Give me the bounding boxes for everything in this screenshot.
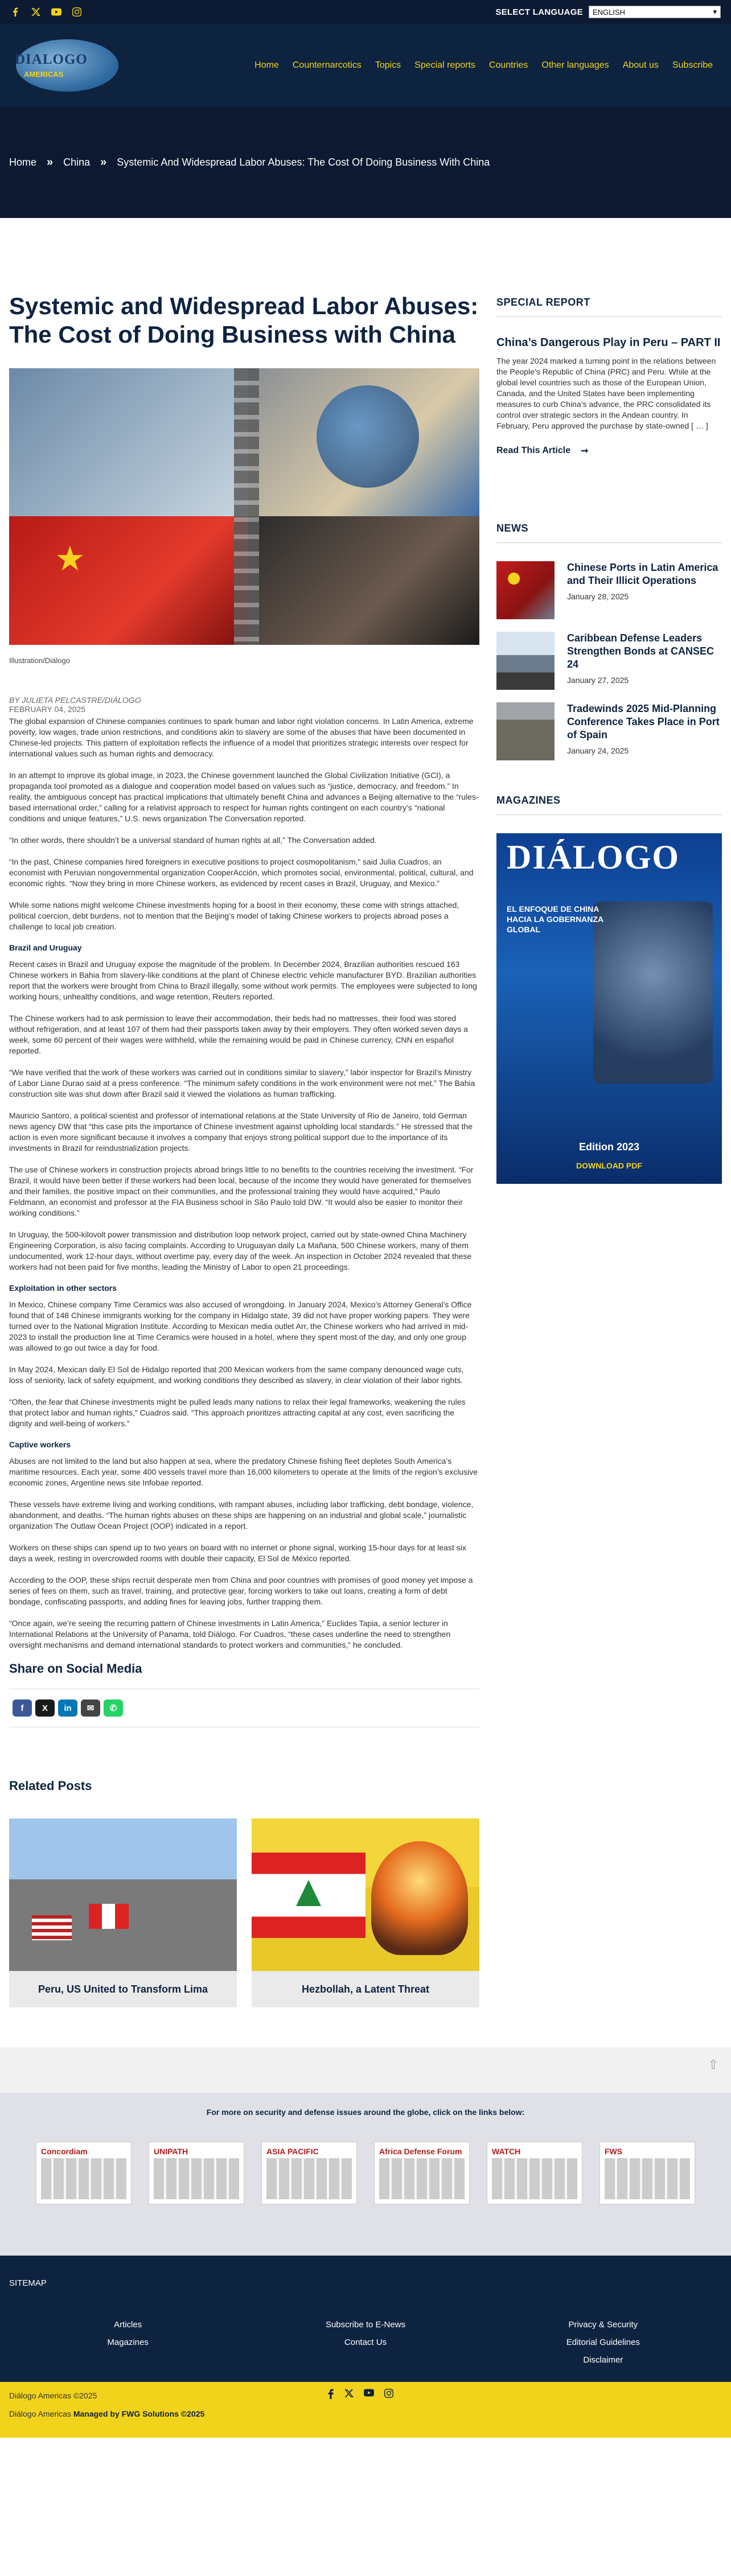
cedar-icon <box>296 1880 321 1906</box>
partner-links <box>0 2093 731 2256</box>
chevron-down-icon: ▾ <box>713 7 717 16</box>
related-post[interactable] <box>252 1818 479 2007</box>
facebook-icon[interactable] <box>327 2389 334 2402</box>
copyright: Diálogo Americas ©2025 <box>9 2391 97 2400</box>
nav-item-subscribe[interactable]: Subscribe <box>672 60 713 70</box>
related-posts-title: Related Posts <box>9 1779 92 1793</box>
breadcrumb-section[interactable]: China <box>63 156 91 168</box>
nav-item-counternarcotics[interactable]: Counternarcotics <box>292 60 362 70</box>
nav-item-countries[interactable]: Countries <box>488 60 528 70</box>
download-pdf-link[interactable]: DOWNLOAD PDF <box>576 1161 642 1170</box>
sitemap-column <box>247 2320 484 2365</box>
main-content <box>0 218 731 2007</box>
hero-workers-panel <box>9 368 248 516</box>
bottom-social-links <box>327 2389 393 2402</box>
breadcrumb-home[interactable]: Home <box>9 156 37 168</box>
section-heading: Brazil and Uruguay <box>9 943 82 952</box>
hero-image <box>9 368 479 645</box>
magazine-cover-subtitle: EL ENFOQUE DE CHINA HACIA LA GOBERNANZA GLOBAL <box>507 904 603 934</box>
bottom-bar <box>0 2382 731 2438</box>
paragraph: “Often, the fear that Chinese investments might be pulled leads many nations to relax their legal frameworks, weakening the rules that protect labor and human rights,” Cuadros said. “This approach prioritizes attracting capital at any cost, even sacrificing the dignity and well-being of workers.” <box>9 1397 466 1428</box>
news-date: January 24, 2025 <box>567 746 629 755</box>
image-caption: Illustration/Diálogo <box>9 656 70 665</box>
managed-by <box>9 2409 722 2418</box>
news-title[interactable]: Chinese Ports in Latin America and Their Illicit Operations <box>567 562 718 586</box>
sitemap-link-subscribe[interactable]: Subscribe to E-News <box>325 2320 406 2330</box>
sitemap-column <box>9 2320 247 2365</box>
logo-name: DIALOGO <box>15 51 88 67</box>
sitemap-heading: SITEMAP <box>9 2278 47 2288</box>
paragraph: Workers on these ships can spend up to two years on board with no internet or phone signal, working 15-hour days for at least six days a week, resting in overcrowded rooms with double their capacity, El Sol de México reported. <box>9 1543 466 1563</box>
partner-thumbnail <box>492 2158 577 2199</box>
nav-item-about-us[interactable]: About us <box>622 60 659 70</box>
email-icon[interactable] <box>81 1699 100 1717</box>
paragraph: According to the OOP, these ships recruit desperate men from China and poor countries with promises of good money yet impose a series of fees on them, such as travel, training, and protective gear, forcing workers to take out loans, creating a form of debt bondage, confiscating passports, and adding fines for leaving jobs, further trapping them. <box>9 1575 473 1606</box>
news-title[interactable]: Caribbean Defense Leaders Strengthen Bonds at CANSEC 24 <box>567 632 714 670</box>
partner-link[interactable] <box>149 2142 244 2204</box>
share-title: Share on Social Media <box>9 1661 142 1676</box>
site-header <box>0 24 731 106</box>
sitemap-link-articles[interactable]: Articles <box>114 2320 142 2330</box>
share-buttons <box>9 1689 479 1727</box>
related-post[interactable] <box>9 1818 237 2007</box>
nav-item-home[interactable]: Home <box>254 60 279 70</box>
logo-subtitle: AMERICAS <box>24 69 64 79</box>
main-nav <box>254 60 713 71</box>
youtube-icon[interactable] <box>364 2389 374 2402</box>
paragraph: In May 2024, Mexican daily El Sol de Hidalgo reported that 200 Mexican workers from the same company denounced wage cuts, loss of seniority, lack of safety equipment, and working conditions they described as slavery, in clear violation of their labor rights. <box>9 1365 464 1385</box>
sitemap-link-editorial[interactable]: Editorial Guidelines <box>566 2338 640 2347</box>
partner-name: Africa Defense Forum <box>379 2147 462 2156</box>
article-title: Systemic and Widespread Labor Abuses: The Cost of Doing Business with China <box>9 293 479 348</box>
magazine-cover[interactable] <box>496 833 722 1184</box>
paragraph: In an attempt to improve its global image, in 2023, the Chinese government launched the Global Civilization Initiative (GCI), a propaganda tool promoted as a dialogue and cooperation model based on values such as “justice, democracy, and freedom.” In reality, the ambiguous concept has practical implications that ultimately benefit China and advances a Beijing alternative to the “rules-based international order,” calling for a relativist approach to respect for human rights contingent on each country’s “national conditions and unique features,” U.S. news organization The Conversation reported. <box>9 771 479 823</box>
paragraph: “In other words, there shouldn’t be a universal standard of human rights at all,” The Conversation added. <box>9 836 377 845</box>
instagram-icon[interactable] <box>384 2389 393 2402</box>
partner-list <box>0 2142 731 2204</box>
language-selector <box>495 6 721 18</box>
breadcrumb-current: Systemic And Widespread Labor Abuses: The Cost Of Doing Business With China <box>117 156 490 168</box>
star-icon: ★ <box>55 540 85 578</box>
sidebar <box>496 218 722 2007</box>
whatsapp-icon[interactable] <box>104 1699 123 1717</box>
news-heading: NEWS <box>496 522 722 543</box>
paragraph: “We have verified that the work of these workers was carried out in conditions similar to slavery,” labor inspector for Brazil’s Ministry of Labor Liane Durao said at a press conference. “The minimum safety conditions in the work environment were not met.” The Bahia construction site was shut down after Brazil said it viewed the violations as human trafficking. <box>9 1068 475 1098</box>
special-report-excerpt: The year 2024 marked a turning point in the relations between the People’s Republic of China (PRC) and Peru. While at the global level countries such as those of the European Union, Canada, and the United States have been implementing measures to curb China’s advance, the PRC consolidated its control over strategic sectors in the Andean country. In February, Peru approved the purchase by state-owned [ … ] <box>496 356 716 430</box>
section-heading: Exploitation in other sectors <box>9 1283 117 1293</box>
magazine-edition: Edition 2023 <box>578 1141 640 1153</box>
special-report-title[interactable]: China’s Dangerous Play in Peru – PART II <box>496 336 721 349</box>
x-icon[interactable] <box>31 7 41 17</box>
managed-by-site: Diálogo Americas <box>9 2409 71 2418</box>
sitemap-link-magazines[interactable]: Magazines <box>107 2338 149 2347</box>
news-title[interactable]: Tradewinds 2025 Mid-Planning Conference Takes Place in Port of Spain <box>567 703 720 740</box>
linkedin-icon[interactable] <box>58 1699 77 1717</box>
news-item[interactable] <box>496 632 722 690</box>
paragraph: “In the past, Chinese companies hired foreigners in executive positions to project cosmopolitanism,” said Julia Cuadros, an economist with Peruvian nongovernmental organization CooperAcción, which promotes social, environmental, political, cultural, and economic rights. “Now they bring in more Chinese workers, as evidenced by recent cases in Brazil, Uruguay, and Mexico.” <box>9 857 474 888</box>
news-date: January 28, 2025 <box>567 592 629 601</box>
hero-china-flag-panel <box>9 516 248 645</box>
related-post-title[interactable]: Peru, US United to Transform Lima <box>9 1971 237 2007</box>
sitemap-columns <box>9 2320 722 2365</box>
footer-spacer <box>0 2047 731 2093</box>
arrow-right-icon: ➞ <box>581 446 589 456</box>
partner-links-text: For more on security and defense issues around the globe, click on the links below: <box>206 2108 525 2117</box>
nav-item-special-reports[interactable]: Special reports <box>414 60 475 70</box>
paragraph: In Mexico, Chinese company Time Ceramics was also accused of wrongdoing. In January 2024, Mexico’s Attorney General’s Office found that of 148 Chinese immigrants working for the company in Hidalgo state, 39 did not have proper working papers. They were turned over to the National Migration Institute. According to Mexican media outlet Arr, the Chinese workers who had arrived in mid-2023 to install the production line at Time Ceramics were housed in a hotel, where they spent most of the day, and only one group was allowed to go out twice a day for food. <box>9 1300 472 1352</box>
globe-icon <box>317 385 419 488</box>
nav-item-topics[interactable]: Topics <box>375 60 401 70</box>
paragraph: The global expansion of Chinese companies continues to spark human and labor right violation concerns. In Latin America, extreme poverty, low wages, trade union restrictions, and conditions akin to slavery are some of the abuses that have been documented in Chinese-led projects. This pattern of exploitation reflects the influence of a model that prioritizes strategic interests over respect for international values such as human rights and democracy. <box>9 717 474 758</box>
related-post-image[interactable] <box>252 1818 479 1971</box>
double-chevron-right-icon: » <box>100 155 107 168</box>
breadcrumb <box>0 106 731 218</box>
partner-link[interactable] <box>261 2142 357 2204</box>
related-post-title[interactable]: Hezbollah, a Latent Threat <box>252 1971 479 2007</box>
partner-name: ASIA PACIFIC <box>266 2147 319 2156</box>
x-icon[interactable] <box>344 2389 354 2402</box>
sitemap <box>0 2256 731 2382</box>
partner-name: WATCH <box>492 2147 521 2156</box>
news-item[interactable] <box>496 702 722 760</box>
news-item[interactable] <box>496 561 722 619</box>
special-report-heading: SPECIAL REPORT <box>496 297 722 317</box>
partner-name: Concordiam <box>41 2147 88 2156</box>
share-email-label: ✉ <box>87 1703 95 1713</box>
read-article-label: Read This Article <box>496 446 571 455</box>
facebook-icon[interactable] <box>13 1699 32 1717</box>
managed-by-company[interactable]: Managed by FWG Solutions ©2025 <box>73 2409 205 2418</box>
hero-chained-hands-panel <box>248 516 479 645</box>
facebook-icon[interactable] <box>10 7 20 17</box>
site-logo[interactable] <box>13 37 115 94</box>
double-chevron-right-icon: » <box>47 155 54 168</box>
sitemap-column <box>484 2320 722 2365</box>
partner-thumbnail <box>605 2158 690 2199</box>
padlock-icon <box>593 902 713 1084</box>
peru-flag-icon <box>89 1904 129 1929</box>
top-bar <box>0 0 731 24</box>
share-facebook-label: f <box>20 1703 24 1713</box>
magazine-cover-title: DIÁLOGO <box>507 838 680 876</box>
paragraph: Recent cases in Brazil and Uruguay expose the magnitude of the problem. In December 2024, Brazilian authorities rescued 163 Chinese workers in Bahia from slavery-like conditions at the plant of Chinese electric vehicle manufacturer BYD. Brazilian authorities report that the workers were brought from China to Brazil illegally, some without work permits. The employees were subjected to long working hours, unhealthy conditions, and wage retention, Reuters reported. <box>9 960 477 1001</box>
partner-name: FWS <box>605 2147 623 2156</box>
news-thumbnail[interactable] <box>496 632 555 690</box>
news-thumbnail[interactable] <box>496 702 555 760</box>
partner-thumbnail <box>379 2158 465 2199</box>
article <box>9 218 479 2007</box>
read-article-link[interactable] <box>496 445 722 456</box>
article-date: FEBRUARY 04, 2025 <box>9 705 86 714</box>
sitemap-link-privacy[interactable]: Privacy & Security <box>568 2320 638 2330</box>
section-heading: Captive workers <box>9 1440 71 1449</box>
back-to-top-icon[interactable]: ⇧ <box>708 2057 718 2072</box>
news-thumbnail[interactable] <box>496 561 555 619</box>
language-value: ENGLISH <box>593 7 626 17</box>
article-body <box>9 716 479 1651</box>
magazines-heading: MAGAZINES <box>496 795 722 815</box>
x-icon[interactable] <box>35 1699 55 1717</box>
language-dropdown[interactable] <box>589 6 721 18</box>
related-posts <box>9 1818 479 2007</box>
partner-thumbnail <box>41 2158 126 2199</box>
partner-link[interactable] <box>487 2142 582 2204</box>
sitemap-link-disclaimer[interactable]: Disclaimer <box>583 2355 623 2365</box>
share-linkedin-label: in <box>64 1703 72 1713</box>
paragraph: The Chinese workers had to ask permission to leave their accommodation, their beds had no mattresses, their food was stored without refrigeration, and at least 107 of them had their passports taken away by their employers. They often worked seven days a week, some 60 percent of their wages were withheld, while the remaining would be paid in Chinese currency, CNN en español reported. <box>9 1014 468 1055</box>
share-whatsapp-label: ✆ <box>109 1703 117 1713</box>
instagram-icon[interactable] <box>72 7 82 17</box>
chain-icon <box>234 368 259 645</box>
paragraph: “Once again, we’re seeing the recurring pattern of Chinese investments in Latin America,” Euclides Tapia, a senior lecturer in International Relations at the University of Panama, told Diálogo. For Cuadros, “these cases underline the need to strengthen oversight mechanisms and demand international standards to protect workers and communities,” he concluded. <box>9 1619 451 1649</box>
article-byline: BY JULIETA PELCASTRE/DIÁLOGO <box>9 696 141 705</box>
partner-thumbnail <box>154 2158 239 2199</box>
paragraph: In Uruguay, the 500-kilovolt power transmission and distribution loop network project, carried out by state-owned China Machinery Engineering Corporation, is also facing complaints. According to Uruguayan daily La Mañana, 500 Chinese workers, many of them undocumented, work 12-hour days, without overtime pay, every day of the week. An inspection in October 2024 revealed that these workers had not been paid for five months, leading the Ministry of Labor to open 21 proceedings. <box>9 1230 472 1271</box>
us-flag-icon <box>32 1915 72 1940</box>
partner-thumbnail <box>266 2158 352 2199</box>
partner-link[interactable] <box>36 2142 132 2204</box>
partner-link[interactable] <box>599 2142 695 2204</box>
nav-item-other-languages[interactable]: Other languages <box>541 60 609 70</box>
news-date: January 27, 2025 <box>567 676 629 685</box>
top-social-links <box>10 7 82 17</box>
paragraph: Abuses are not limited to the land but also happen at sea, where the predatory Chinese fishing fleet depletes South America’s maritime resources. Each year, some 400 vessels travel more than 16,000 kilometers to operate at the limits of the region’s exclusive economic zones, Argentine news site Infobae reported. <box>9 1456 478 1487</box>
paragraph: These vessels have extreme living and working conditions, with rampant abuses, including labor trafficking, debt bondage, violence, abandonment, and deaths. “The human rights abuses on these ships are happening on an industrial and global scale,” journalistic organization The Outlaw Ocean Project (OOP) indicated in a report. <box>9 1500 474 1530</box>
language-label: SELECT LANGUAGE <box>495 7 583 17</box>
paragraph: Mauricio Santoro, a political scientist and professor of international relations at the State University of Rio de Janeiro, told German news agency DW that “this case pits the importance of Chinese investment against upholding local standards.” He stressed that the action is even more significant because it involves a company that enjoys strong political support due to the importance of its investments in Brazil for reindustrialization projects. <box>9 1111 473 1153</box>
partner-link[interactable] <box>374 2142 470 2204</box>
sitemap-link-contact[interactable]: Contact Us <box>344 2338 387 2347</box>
share-x-label: X <box>42 1703 48 1713</box>
explosion-icon <box>371 1841 468 1955</box>
youtube-icon[interactable] <box>51 7 61 17</box>
paragraph: The use of Chinese workers in construction projects abroad brings little to no benefits to the countries receiving the investment. “For Brazil, it would have been better if these workers had been local, because of the income they would have generated for themselves and their families, the positive impact on their communities, and the professional training they would have acquired,” Paulo Feldmann, an economist and professor at the FIA Business school in São Paulo told DW. “It would also be easier to monitor their working conditions.” <box>9 1165 474 1217</box>
paragraph: While some nations might welcome Chinese investments hoping for a boost in their economy, these come with strings attached, political coercion, debt burdens, not to mention that the Beijing’s model of taking Chinese workers to projects abroad poses a challenge to local job creation. <box>9 900 459 931</box>
related-post-image[interactable] <box>9 1818 237 1971</box>
partner-name: UNIPATH <box>154 2147 188 2156</box>
